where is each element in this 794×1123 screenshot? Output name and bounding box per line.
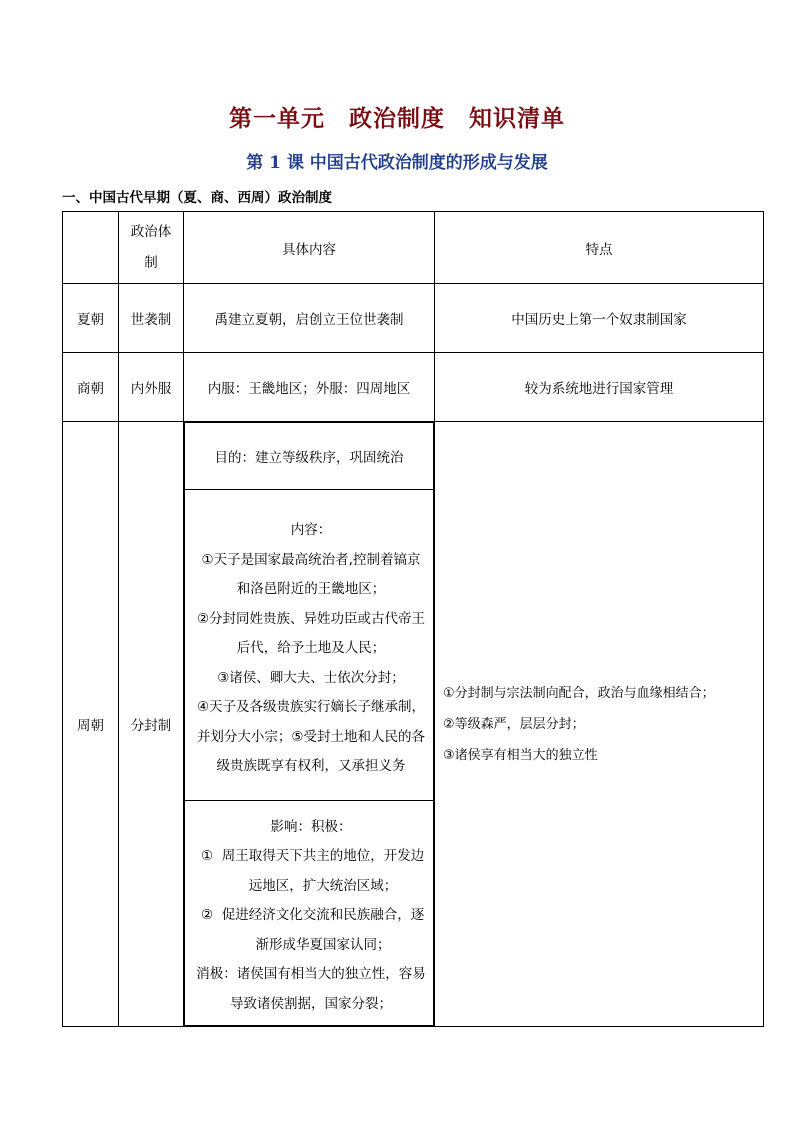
zhou-impact-item — [195, 901, 427, 960]
zhou-features-cell — [435, 422, 764, 1027]
zhou-purpose: 目的：建立等级秩序，巩固统治 — [185, 423, 434, 490]
zhou-content-item: ①天子是国家最高统治者,控制着镐京和洛邑附近的王畿地区； — [201, 551, 421, 598]
section-heading: 一、中国古代早期（夏、商、西周）政治制度 — [62, 190, 332, 206]
lesson-subtitle: 第 1 课 中国古代政治制度的形成与发展 — [246, 153, 548, 173]
zhou-content-table — [184, 422, 434, 1026]
zhou-feature-item: ①分封制与宗法制向配合，政治与血缘相结合； — [443, 685, 715, 701]
impact-item-text: 周王取得天下共主的地位，开发边远地区，扩大统治区域； — [221, 848, 425, 894]
features-cell: 较为系统地进行国家管理 — [435, 353, 764, 422]
zhou-impact-item — [195, 842, 427, 901]
impact-item-number: ② — [200, 907, 214, 924]
header-dynasty — [63, 212, 119, 284]
politics-table — [62, 211, 764, 1027]
table-row-zhou — [63, 422, 764, 1027]
zhou-content — [185, 490, 434, 801]
zhou-feature-item: ②等级森严，层层分封； — [443, 716, 585, 732]
zhou-content-item: ④天子及各级贵族实行嫡长子继承制，并划分大小宗；⑤受封土地和人民的各级贵族既享有权利，又承担义务 — [196, 699, 426, 775]
zhou-impact-negative: 消极：诸侯国有相当大的独立性，容易导致诸侯割据，国家分裂； — [196, 966, 426, 1012]
zhou-content-item: ③诸侯、卿大夫、士依次分封； — [217, 669, 405, 686]
zhou-impact — [185, 801, 434, 1026]
impact-item-number: ① — [200, 848, 214, 865]
content-cell: 禹建立夏朝，启创立王位世袭制 — [184, 284, 435, 353]
system-cell: 内外服 — [119, 353, 184, 422]
dynasty-cell: 商朝 — [63, 353, 119, 422]
features-cell: 中国历史上第一个奴隶制国家 — [435, 284, 764, 353]
impact-item-text: 促进经济文化交流和民族融合，逐渐形成华夏国家认同； — [221, 907, 425, 953]
header-content: 具体内容 — [184, 212, 435, 284]
zhou-content-title: 内容： — [290, 522, 332, 539]
zhou-content-cell — [184, 422, 435, 1027]
header-system-text: 政治体制 — [130, 223, 172, 271]
header-features: 特点 — [435, 212, 764, 284]
table-row — [63, 284, 764, 353]
zhou-feature-item: ③诸侯享有相当大的独立性 — [443, 747, 598, 763]
zhou-impact-title: 影响：积极： — [270, 818, 352, 835]
dynasty-cell: 夏朝 — [63, 284, 119, 353]
dynasty-cell: 周朝 — [63, 422, 119, 1027]
content-cell: 内服：王畿地区；外服：四周地区 — [184, 353, 435, 422]
system-cell: 分封制 — [119, 422, 184, 1027]
zhou-content-item: ②分封同姓贵族、异姓功臣或古代帝王后代，给予土地及人民； — [196, 610, 426, 657]
page-title: 第一单元 政治制度 知识清单 — [229, 105, 565, 132]
header-system — [119, 212, 184, 284]
table-row — [63, 353, 764, 422]
system-cell: 世袭制 — [119, 284, 184, 353]
table-header-row — [63, 212, 764, 284]
